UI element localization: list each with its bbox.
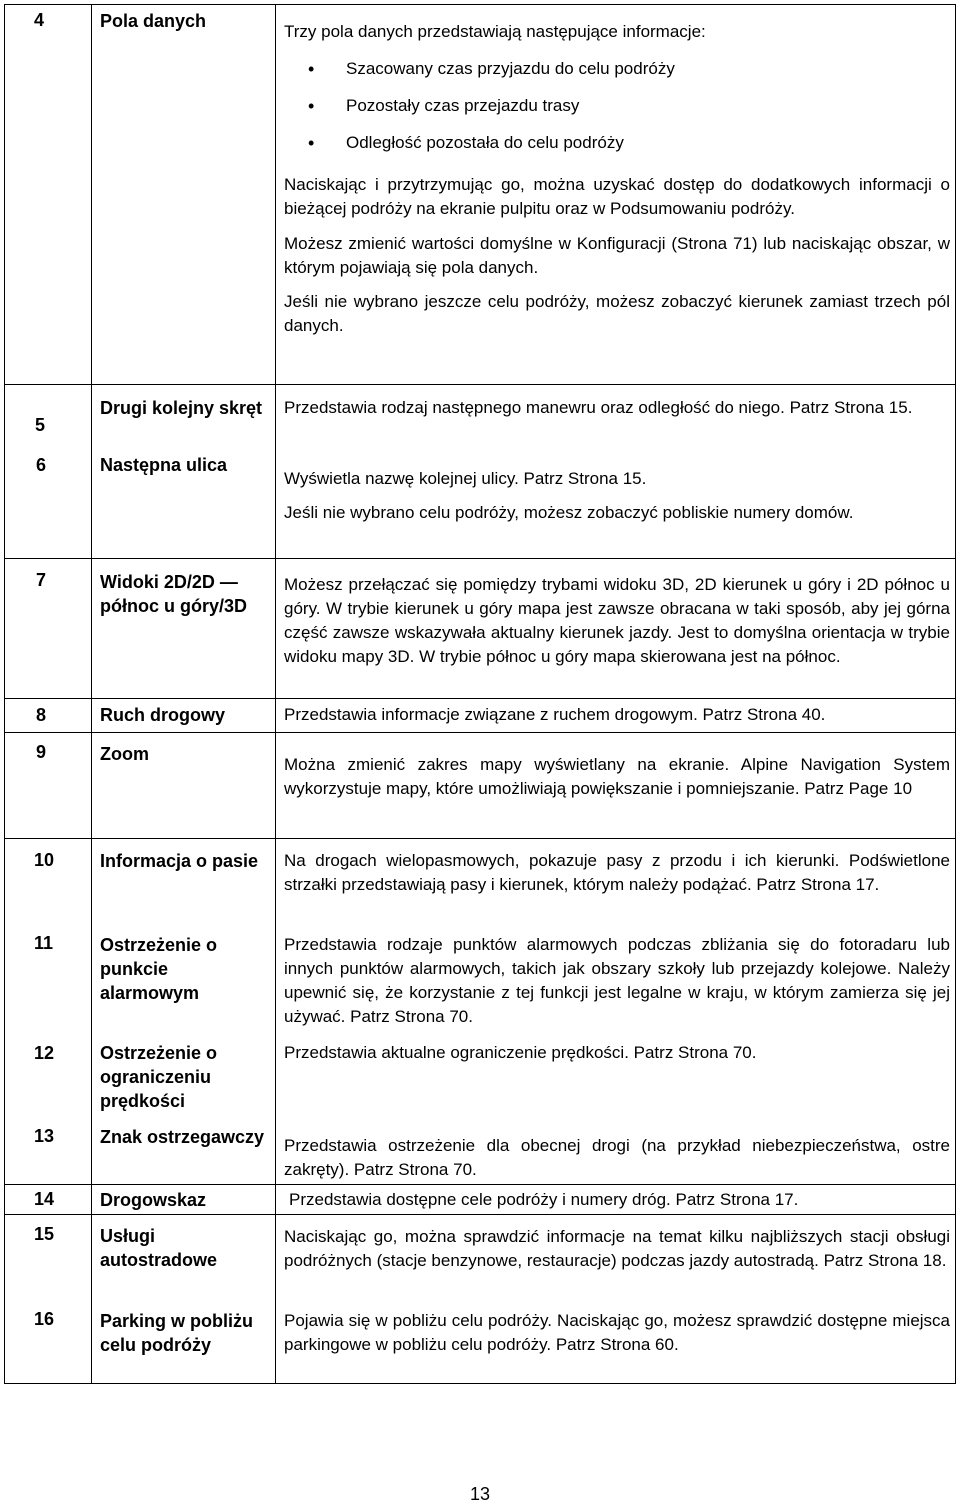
row-number-cell — [4, 1215, 92, 1298]
paragraph: Przedstawia dostępne cele podróży i numery dróg. Patrz Strona 17. — [289, 1190, 799, 1209]
row-name: Drugi kolejny skręt — [100, 398, 263, 418]
table-row-4 — [4, 4, 956, 384]
row-name-cell — [92, 1185, 276, 1214]
row-number: 9 — [36, 742, 47, 762]
row-number: 7 — [36, 570, 47, 590]
row-name-cell — [92, 1116, 276, 1184]
table-row-7 — [4, 558, 956, 698]
table-row-11 — [4, 922, 956, 1032]
paragraph: Przedstawia rodzaj następnego manewru oraz odległość do niego. Patrz Strona 15. — [284, 398, 913, 417]
row-name: Widoki 2D/2D — północ u góry/3D — [100, 572, 248, 616]
row-description-cell — [276, 1298, 956, 1384]
row-number: 16 — [34, 1309, 55, 1329]
row-name: Pola danych — [100, 11, 207, 31]
paragraph: Przedstawia aktualne ograniczenie prędkości. Patrz Strona 70. — [284, 1043, 757, 1062]
row-number-cell — [4, 1032, 92, 1116]
column-divider — [275, 4, 276, 1384]
row-number: 6 — [36, 455, 47, 475]
paragraph: Naciskając go, można sprawdzić informacje na temat kilku najbliższych stacji obsługi podróżnych (stacje benzynowe, restauracje) podczas jazdy autostradą. Patrz Strona 18. — [284, 1227, 950, 1270]
row-description-cell — [276, 1032, 956, 1116]
row-number-cell — [4, 1116, 92, 1184]
row-number: 12 — [34, 1043, 55, 1063]
row-name-cell — [92, 699, 276, 732]
row-name-cell — [92, 559, 276, 698]
row-name: Ostrzeżenie o ograniczeniu prędkości — [100, 1043, 218, 1111]
table-row-16 — [4, 1298, 956, 1384]
paragraph: Naciskając i przytrzymując go, można uzyskać dostęp do dodatkowych informacji o bieżącej podróży na ekranie pulpitu oraz w Podsumowaniu podróży. — [284, 175, 950, 218]
row-number-cell — [4, 1298, 92, 1384]
row-name: Drogowskaz — [100, 1190, 207, 1210]
row-name: Usługi autostradowe — [100, 1226, 218, 1270]
row-name-cell — [92, 1032, 276, 1116]
row-name-cell — [92, 385, 276, 452]
paragraph: Przedstawia rodzaje punktów alarmowych podczas zbliżania się do fotoradaru lub innych punktów alarmowych, takich jak obszary szkoły lub przejazdy kolejowe. Należy upewnić się, że korzystanie z tej funkcji jest legalne w kraju, w którym zamierza się jej używać. Patrz Strona 70. — [284, 935, 950, 1026]
row-name: Znak ostrzegawczy — [100, 1127, 265, 1147]
row-number-cell — [4, 452, 92, 558]
row-number: 15 — [34, 1224, 55, 1244]
table-row-14 — [4, 1184, 956, 1214]
row-description-cell — [276, 922, 956, 1032]
list-item: • Pozostały czas przejazdu trasy — [284, 94, 950, 131]
row-description-cell — [276, 1116, 956, 1184]
row-number: 4 — [34, 10, 45, 30]
row-description-cell — [276, 452, 956, 558]
page-number: 13 — [469, 1484, 491, 1504]
row-name-cell — [92, 733, 276, 838]
row-name-cell — [92, 4, 276, 384]
row-number-cell — [4, 1185, 92, 1214]
paragraph: Przedstawia informacje związane z ruchem drogowym. Patrz Strona 40. — [284, 705, 826, 724]
row-number: 8 — [36, 705, 47, 725]
paragraph: Możesz przełączać się pomiędzy trybami widoku 3D, 2D kierunek u góry i 2D północ u góry. W trybie kierunek u góry mapa jest zawsze obracana w taki sposób, aby jej górna część zawsze wskazywała aktualny kierunek jazdy. Jest to domyślna orientacja w trybie widoku mapy 3D. W trybie północ u góry mapa skierowana jest na północ. — [284, 575, 950, 666]
table-row-9 — [4, 732, 956, 838]
column-divider — [91, 4, 92, 1384]
row-name: Parking w pobliżu celu podróży — [100, 1311, 254, 1355]
table-row-13 — [4, 1116, 956, 1184]
row-number-cell — [4, 4, 92, 384]
row-name-cell — [92, 1215, 276, 1298]
row-number: 11 — [34, 933, 54, 953]
row-description-cell — [276, 839, 956, 922]
table-row-5 — [4, 384, 956, 452]
row-description-cell — [276, 1215, 956, 1298]
row-number: 10 — [34, 850, 55, 870]
row-number-cell — [4, 559, 92, 698]
intro-text: Trzy pola danych przedstawiają następujące informacje: — [284, 22, 706, 41]
table-row-6 — [4, 452, 956, 558]
table-row-15 — [4, 1214, 956, 1298]
row-description-cell — [276, 1185, 956, 1214]
row-number: 13 — [34, 1126, 55, 1146]
paragraph: Możesz zmienić wartości domyślne w Konfiguracji (Strona 71) lub naciskając obszar, w którym pojawiają się pola danych. — [284, 234, 950, 277]
row-number-cell — [4, 385, 92, 452]
row-name: Zoom — [100, 744, 149, 764]
row-name: Informacja o pasie — [100, 851, 259, 871]
row-number: 5 — [35, 415, 46, 435]
row-description-cell — [276, 385, 956, 452]
row-name-cell — [92, 1298, 276, 1384]
row-number: 14 — [34, 1189, 55, 1209]
row-name: Ruch drogowy — [100, 705, 225, 725]
paragraph: Na drogach wielopasmowych, pokazuje pasy z przodu i ich kierunki. Podświetlone strzałki przedstawiają pasy i kierunek, którym należy podążać. Patrz Strona 17. — [284, 851, 950, 894]
table-row-8 — [4, 698, 956, 732]
paragraph: Pojawia się w pobliżu celu podróży. Naciskając go, możesz sprawdzić dostępne miejsca parkingowe w pobliżu celu podróży. Patrz Strona 60. — [284, 1311, 950, 1354]
paragraph: Wyświetla nazwę kolejnej ulicy. Patrz Strona 15. — [284, 469, 647, 488]
row-description-cell — [276, 559, 956, 698]
row-name-cell — [92, 452, 276, 558]
row-description-cell — [276, 699, 956, 732]
row-name: Ostrzeżenie o punkcie alarmowym — [100, 935, 218, 1003]
list-item: • Odległość pozostała do celu podróży — [284, 131, 950, 168]
row-description-cell — [276, 733, 956, 838]
list-item: • Szacowany czas przyjazdu do celu podróży — [284, 57, 950, 94]
table-row-10 — [4, 838, 956, 922]
table-row-12 — [4, 1032, 956, 1116]
row-name-cell — [92, 922, 276, 1032]
row-name-cell — [92, 839, 276, 922]
row-number-cell — [4, 733, 92, 838]
row-number-cell — [4, 922, 92, 1032]
paragraph: Jeśli nie wybrano celu podróży, możesz zobaczyć pobliskie numery domów. — [284, 503, 854, 522]
row-description-cell — [276, 4, 956, 384]
paragraph: Można zmienić zakres mapy wyświetlany na ekranie. Alpine Navigation System wykorzystuje mapy, które umożliwiają powiększanie i pomniejszanie. Patrz Page 10 — [284, 755, 950, 798]
row-number-cell — [4, 699, 92, 732]
row-number-cell — [4, 839, 92, 922]
row-name: Następna ulica — [100, 455, 228, 475]
paragraph: Jeśli nie wybrano jeszcze celu podróży, możesz zobaczyć kierunek zamiast trzech pól danych. — [284, 292, 950, 335]
data-fields-list — [284, 57, 950, 168]
paragraph: Przedstawia ostrzeżenie dla obecnej drogi (na przykład niebezpieczeństwa, ostre zakręty). Patrz Strona 70. — [284, 1136, 950, 1179]
